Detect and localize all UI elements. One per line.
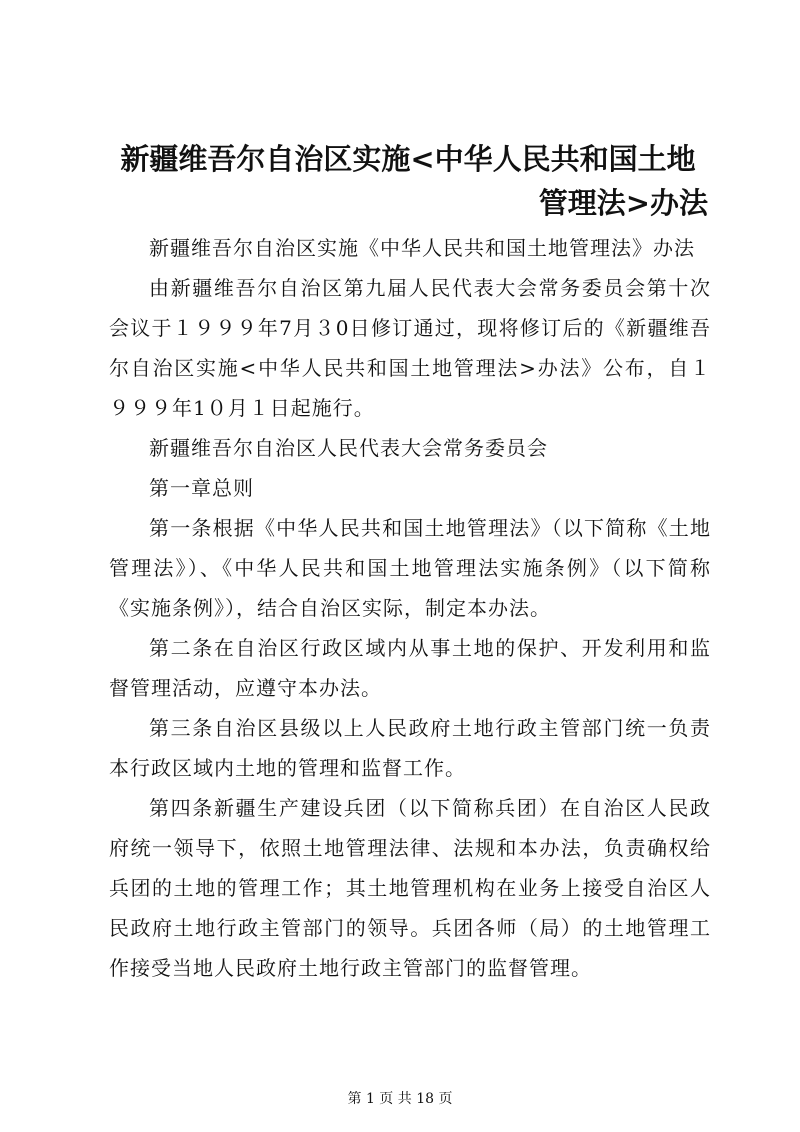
article-1-paragraph: 第一条根据《中华人民共和国土地管理法》（以下简称《土地管理法》）、《中华人民共和国土地管理法实施条例》（以下简称《实施条例》），结合自治区实际，制定本办法。 [109, 516, 711, 620]
intro-title-paragraph: 新疆维吾尔自治区实施《中华人民共和国土地管理法》办法 [149, 236, 695, 260]
article-4-paragraph: 第四条新疆生产建设兵团（以下简称兵团）在自治区人民政府统一领导下，依照土地管理法律、法规和本办法，负责确权给兵团的土地的管理工作；其土地管理机构在业务上接受自治区人民政府土地行政主管部门的领导。兵团各师（局）的土地管理工作接受当地人民政府土地行政主管部门的监督管理。 [109, 796, 711, 980]
document-body [109, 228, 711, 988]
promulgation-paragraph: 由新疆维吾尔自治区第九届人民代表大会常务委员会第十次会议于１９９９年7月３0日修订通过，现将修订后的《新疆维吾尔自治区实施<中华人民共和国土地管理法>办法》公布，自１９９９年1０月１日起施行。 [109, 276, 711, 420]
article-2-paragraph: 第二条在自治区行政区域内从事土地的保护、开发利用和监督管理活动，应遵守本办法。 [109, 636, 711, 700]
article-3-paragraph: 第三条自治区县级以上人民政府土地行政主管部门统一负责本行政区域内土地的管理和监督工作。 [109, 716, 711, 780]
page-footer: 第 1 页 共 18 页 [347, 1091, 453, 1107]
chapter-heading: 第一章总则 [149, 476, 254, 500]
document-title: 新疆维吾尔自治区实施<中华人民共和国土地管理法>办法 [120, 142, 708, 220]
issuer-paragraph: 新疆维吾尔自治区人民代表大会常务委员会 [149, 436, 548, 460]
